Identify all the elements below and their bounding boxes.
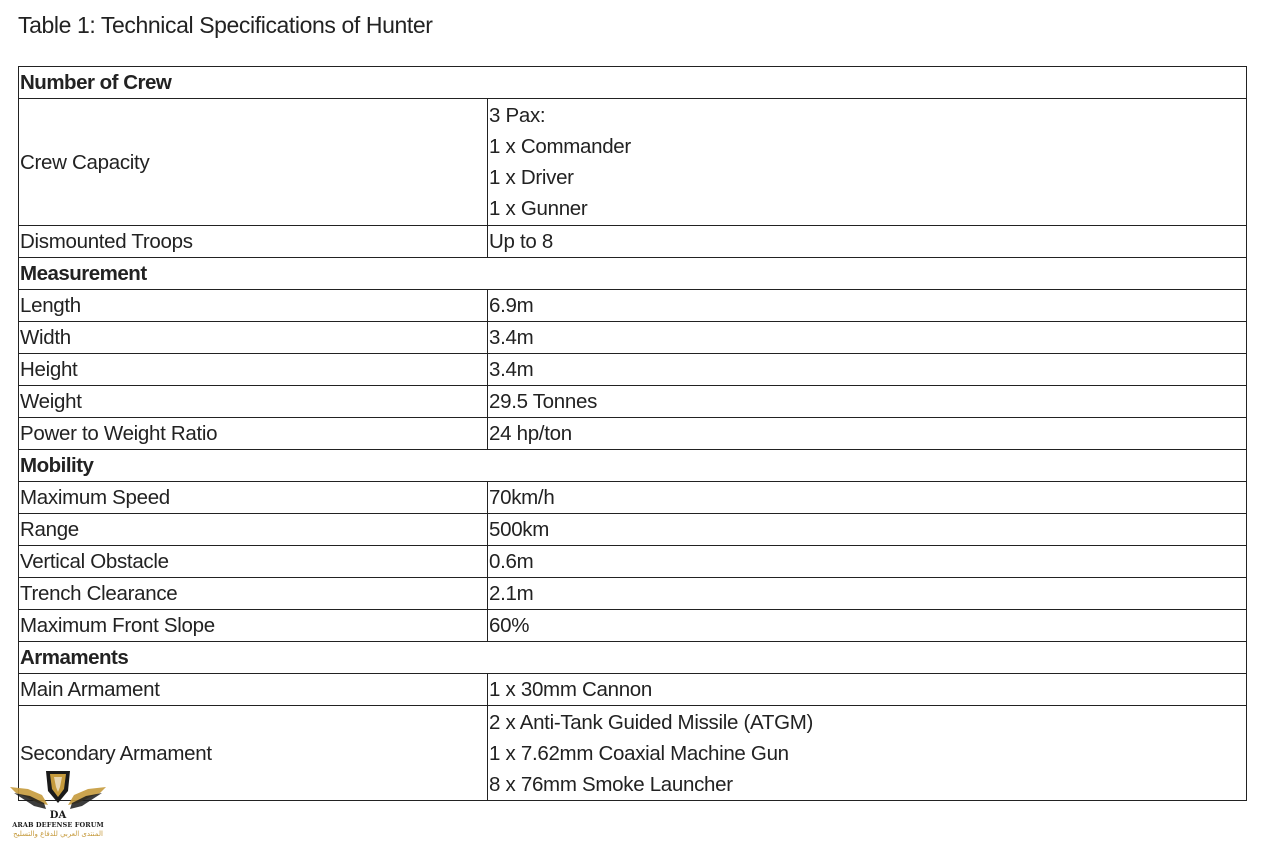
logo-name-en: ARAB DEFENSE FORUM [12, 821, 104, 829]
spec-label: Vertical Obstacle [19, 546, 488, 578]
value-line: 3 Pax: [489, 104, 546, 127]
section-row-mobility [19, 450, 1247, 482]
logo-name-ar: المنتدى العربي للدفاع والتسليح [13, 830, 103, 838]
section-heading-measurement: Measurement [19, 258, 1247, 290]
spec-value: 3.4m [488, 322, 1247, 354]
value-line: 1 x 7.62mm Coaxial Machine Gun [489, 741, 789, 765]
table-row [19, 514, 1247, 546]
section-heading-crew: Number of Crew [19, 67, 1247, 99]
value-line: 1 x Commander [489, 135, 631, 158]
spec-value: 0.6m [488, 546, 1247, 578]
section-heading-mobility: Mobility [19, 450, 1247, 482]
spec-label: Trench Clearance [19, 578, 488, 610]
table-row [19, 99, 1247, 226]
section-heading-armaments: Armaments [19, 642, 1247, 674]
table-row [19, 386, 1247, 418]
table-row [19, 482, 1247, 514]
table-row [19, 674, 1247, 706]
spec-value [488, 99, 1247, 226]
spec-value: 24 hp/ton [488, 418, 1247, 450]
logo-mark: DA [49, 810, 67, 821]
spec-label: Main Armament [19, 674, 488, 706]
table-row [19, 418, 1247, 450]
spec-value: 500km [488, 514, 1247, 546]
value-line: 8 x 76mm Smoke Launcher [489, 772, 733, 796]
specifications-table [18, 66, 1247, 801]
table-row [19, 610, 1247, 642]
value-line: 2 x Anti-Tank Guided Missile (ATGM) [489, 710, 814, 734]
spec-value: 3.4m [488, 354, 1247, 386]
spec-label: Maximum Front Slope [19, 610, 488, 642]
table-row [19, 354, 1247, 386]
spec-label: Height [19, 354, 488, 386]
table-row [19, 226, 1247, 258]
spec-value: 2.1m [488, 578, 1247, 610]
table-row [19, 578, 1247, 610]
spec-label: Secondary Armament [19, 706, 488, 801]
table-row [19, 322, 1247, 354]
spec-label: Width [19, 322, 488, 354]
page-title: Table 1: Technical Specifications of Hunter [18, 12, 433, 38]
spec-value [488, 706, 1247, 801]
spec-label: Power to Weight Ratio [19, 418, 488, 450]
spec-label: Maximum Speed [19, 482, 488, 514]
spec-label: Weight [19, 386, 488, 418]
spec-value: 60% [488, 610, 1247, 642]
table-row [19, 706, 1247, 801]
section-row-measurement [19, 258, 1247, 290]
table-row [19, 546, 1247, 578]
spec-value: 29.5 Tonnes [488, 386, 1247, 418]
section-row-armaments [19, 642, 1247, 674]
spec-label: Dismounted Troops [19, 226, 488, 258]
section-row-crew [19, 67, 1247, 99]
value-line: 1 x Gunner [489, 197, 588, 220]
spec-value: 70km/h [488, 482, 1247, 514]
spec-label: Crew Capacity [19, 99, 488, 226]
spec-label: Range [19, 514, 488, 546]
spec-label: Length [19, 290, 488, 322]
table-row [19, 290, 1247, 322]
spec-value: 1 x 30mm Cannon [488, 674, 1247, 706]
spec-value: Up to 8 [488, 226, 1247, 258]
value-line: 1 x Driver [489, 166, 574, 189]
spec-value: 6.9m [488, 290, 1247, 322]
